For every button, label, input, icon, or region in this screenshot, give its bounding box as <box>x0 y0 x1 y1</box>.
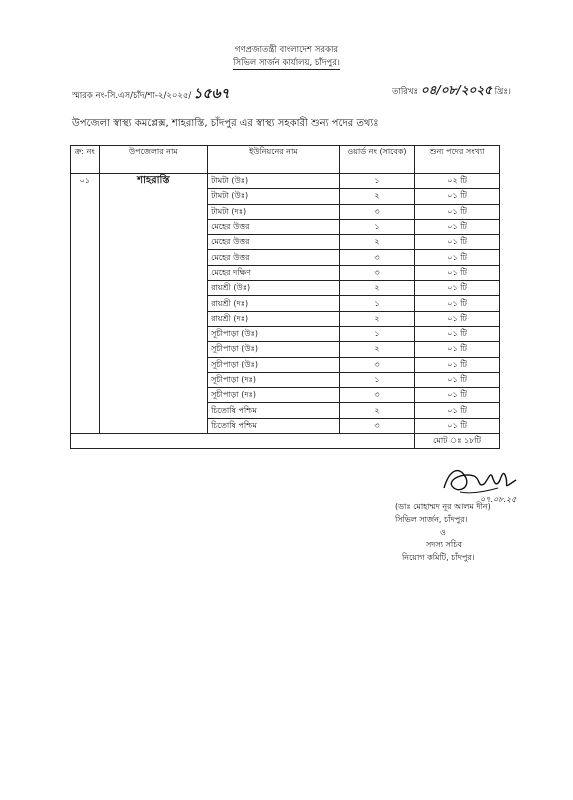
col-vacancy: শুন্য পদের সংখ্যা <box>415 146 500 174</box>
vacancy-cell: ০১ টি <box>415 265 500 280</box>
union-cell: চিতোষি পশ্চিম <box>208 418 340 433</box>
union-cell: টামটা (দঃ) <box>208 204 340 219</box>
vacancy-cell: ০১ টি <box>415 219 500 234</box>
date-suffix: খ্রিঃ। <box>494 87 511 97</box>
ward-cell: ৩ <box>339 357 414 372</box>
vacancy-cell: ০১ টি <box>415 388 500 403</box>
col-upazila: উপজেলার নাম <box>99 146 208 174</box>
memo-number <box>72 82 230 106</box>
ward-cell: ৩ <box>339 204 414 219</box>
union-cell: টামটা (উঃ) <box>208 189 340 204</box>
ward-cell: ২ <box>339 281 414 296</box>
col-ward: ওয়ার্ড নং (সাবেক) <box>339 146 414 174</box>
ward-cell: ১ <box>339 372 414 387</box>
vacancy-cell: ০১ টি <box>415 357 500 372</box>
ward-cell: ১ <box>339 219 414 234</box>
col-union: ইউনিয়নের নাম <box>208 146 340 174</box>
vacancy-cell: ০২ টি <box>415 174 500 189</box>
union-cell: মেহের উত্তর <box>208 250 340 265</box>
vacancy-cell: ০১ টি <box>415 418 500 433</box>
signatory-role: সদস্য সচিব <box>426 540 462 549</box>
union-cell: সূচীপাড়া (উঃ) <box>208 342 340 357</box>
vacancy-cell: ০১ টি <box>415 326 500 341</box>
signatory-committee: নিয়োগ কমিটি, চাঁদপুর। <box>402 553 475 562</box>
union-cell: মেহের উত্তর <box>208 219 340 234</box>
ward-cell: ২ <box>339 403 414 418</box>
union-cell: রায়শ্রী (উঃ) <box>208 281 340 296</box>
col-serial: ক্র: নং <box>71 146 100 174</box>
ward-cell: ৩ <box>339 418 414 433</box>
govt-header: গণপ্রজাতন্ত্রী বাংলাদেশ সরকার <box>234 45 339 55</box>
memo-handwritten-number: ১৫৬৭ <box>193 86 230 102</box>
union-cell: রায়শ্রী (দঃ) <box>208 311 340 326</box>
ward-cell: ২ <box>339 189 414 204</box>
total-cell: মোট ঃ ১৮টি <box>415 434 500 449</box>
union-cell: সূচীপাড়া (উঃ) <box>208 326 340 341</box>
vacancy-cell: ০১ টি <box>415 281 500 296</box>
table-header-row <box>71 146 500 174</box>
vacancy-table <box>70 145 500 449</box>
memo-label: স্মারক নং-সি.এস/চাঁদ/শা-২/২০২৫/ <box>72 91 192 101</box>
ward-cell: ১ <box>339 296 414 311</box>
union-cell: মেহের দক্ষিণ <box>208 265 340 280</box>
ward-cell: ২ <box>339 342 414 357</box>
vacancy-cell: ০১ টি <box>415 342 500 357</box>
vacancy-cell: ০১ টি <box>415 235 500 250</box>
ward-cell: ১ <box>339 326 414 341</box>
ward-cell: ৩ <box>339 250 414 265</box>
ward-cell: ৩ <box>339 265 414 280</box>
signature-date: ০৭.০৮.২৫ <box>480 495 517 504</box>
vacancy-cell: ০১ টি <box>415 204 500 219</box>
ward-cell: ২ <box>339 311 414 326</box>
union-cell: সূচীপাড়া (উঃ) <box>208 357 340 372</box>
date-value: ০৪/০৮/২০২৫ <box>420 83 492 97</box>
subject-line: উপজেলা স্বাস্থ্য কমপ্লেক্স, শাহরাস্তি, চাঁদপুর এর স্বাস্থ্য সহকারী শুন্য পদের তথ্যঃ <box>72 118 379 129</box>
vacancy-cell: ০১ টি <box>415 403 500 418</box>
union-cell: রায়শ্রী (দঃ) <box>208 296 340 311</box>
vacancy-cell: ০১ টি <box>415 296 500 311</box>
table-row <box>71 174 500 189</box>
union-cell: সূচীপাড়া (দঃ) <box>208 372 340 387</box>
union-cell: টামটা (উঃ) <box>208 174 340 189</box>
signatory-designation: সিভিল সার্জন, চাঁদপুর। <box>395 515 468 524</box>
upazila-cell: শাহরাস্তি <box>99 174 208 434</box>
memo-date <box>392 82 511 102</box>
vacancy-cell: ০১ টি <box>415 189 500 204</box>
signatory-name: (ডাঃ মোহাম্মদ নূর আলম দীন) <box>395 502 491 511</box>
vacancy-cell: ০১ টি <box>415 311 500 326</box>
vacancy-cell: ০১ টি <box>415 372 500 387</box>
union-cell: মেহের উত্তর <box>208 235 340 250</box>
union-cell: সূচীপাড়া (দঃ) <box>208 388 340 403</box>
office-header: সিভিল সার্জন কার্যালয়, চাঁদপুর। <box>233 58 340 68</box>
total-row <box>71 434 500 449</box>
ward-cell: ১ <box>339 174 414 189</box>
serial-cell: ০১ <box>71 174 100 434</box>
ward-cell: ২ <box>339 235 414 250</box>
ward-cell: ৩ <box>339 388 414 403</box>
union-cell: চিতোষি পশ্চিম <box>208 403 340 418</box>
signatory-and: ও <box>440 528 446 537</box>
vacancy-cell: ০১ টি <box>415 250 500 265</box>
date-label: তারিখঃ <box>392 87 419 97</box>
